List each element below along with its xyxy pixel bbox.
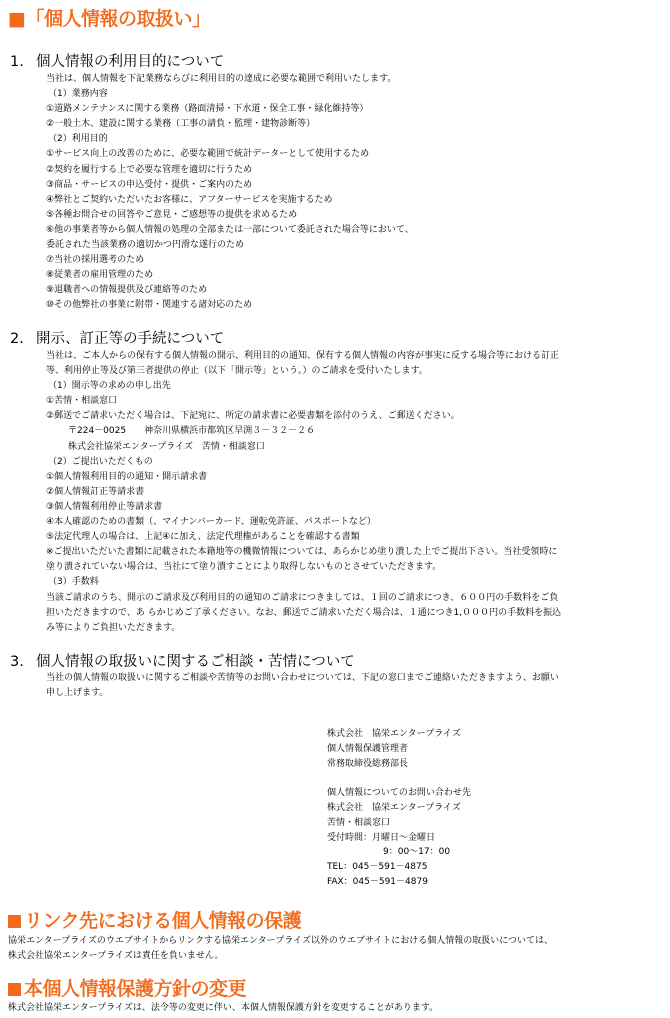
request-destination-item: ①苦情・相談窓口 bbox=[46, 396, 118, 407]
contact-manager-role: 常務取締役総務部長 bbox=[327, 758, 409, 769]
section1-body bbox=[46, 72, 661, 314]
fee-line: 当該ご請求のうち、開示のご請求及び利用目的の通知のご請求につきましては、１回のご請求につき、６００円の手数料をご負 bbox=[46, 592, 559, 603]
link-section-line: 協栄エンタープライズのウエブサイトからリンクする協栄エンタープライズ以外のウエブサイトにおける個人情報の取扱いについては、 bbox=[8, 936, 554, 946]
business-item: ②一般土木、建設に関する業務（工事の請負・監理・建物診断等） bbox=[46, 119, 316, 130]
contact-desk: 苦情・相談窓口 bbox=[327, 817, 391, 828]
purpose-item: ⑨退職者への情報提供及び連絡等のため bbox=[46, 285, 208, 296]
link-section-body bbox=[8, 934, 663, 963]
section1-title bbox=[10, 50, 224, 71]
page-title: ■「個人情報の取扱い」 bbox=[8, 8, 211, 30]
change-section-line: 株式会社協栄エンタープライズは、法令等の変更に伴い、本個人情報保護方針を変更することがあります。 bbox=[8, 1003, 439, 1013]
section3-title bbox=[10, 650, 355, 671]
purpose-label: （2）利用目的 bbox=[48, 134, 108, 145]
change-section-body bbox=[8, 1001, 663, 1016]
section1-number: 1. bbox=[10, 54, 24, 70]
business-item: ①道路メンテナンスに関する業務（路面清掃・下水道・保全工事・緑化維持等） bbox=[46, 104, 369, 115]
section3-intro-line: 申し上げます。 bbox=[46, 688, 109, 699]
purpose-item: ⑧従業者の雇用管理のため bbox=[46, 270, 154, 281]
section2-intro-line: 当社は、ご本人からの保有する個人情報の開示、利用目的の通知、保有する個人情報の内容が事実に反する場合等における訂正 bbox=[46, 351, 560, 361]
purpose-item: ⑤各種お問合せの回答やご意見・ご感想等の提供を求めるため bbox=[46, 209, 298, 220]
postal-address: 〒224－0025 神奈川県横浜市都筑区早渕３－３２－２６ bbox=[68, 426, 316, 437]
contact-tel: TEL：045－591－4875 bbox=[327, 862, 428, 873]
purpose-item: ⑦当社の採用選考のため bbox=[46, 255, 145, 266]
fee-label: （3）手数料 bbox=[48, 577, 99, 588]
purpose-item: ②契約を履行する上で必要な管理を適切に行うため bbox=[46, 164, 253, 175]
purpose-item: ⑩その他弊社の事業に附帯・関連する諸対応のため bbox=[46, 300, 253, 311]
section2-intro-line: 等、利用停止等及び第三者提供の停止（以下「開示等」という。）のご請求を受付いたします。 bbox=[46, 366, 428, 377]
section2-title-text: 開示、訂正等の手続について bbox=[36, 331, 225, 347]
section3-body bbox=[46, 671, 661, 701]
link-section-line: 株式会社協栄エンタープライズは責任を負いません。 bbox=[8, 950, 224, 961]
contact-spacer bbox=[327, 771, 471, 786]
note-line: 塗り潰されていない場合は、当社にて塗り潰すことにより取得しないものとさせていただきます。 bbox=[46, 562, 442, 573]
section3-number: 3. bbox=[10, 654, 24, 670]
fee-line: み等によりご負担いただきます。 bbox=[46, 622, 181, 633]
business-label: （1）業務内容 bbox=[48, 89, 108, 100]
contact-hours: 9：00～17：00 bbox=[383, 847, 451, 858]
contact-block bbox=[327, 727, 471, 890]
section3-title-text: 個人情報の取扱いに関するご相談・苦情について bbox=[36, 654, 355, 670]
request-destination-item: ②郵送でご請求いただく場合は、下記宛に、所定の請求書に必要書類を添付のうえ、ご郵送ください。 bbox=[46, 411, 460, 422]
contact-fax: FAX：045－591－4879 bbox=[327, 876, 428, 887]
purpose-item: ④弊社とご契約いただいたお客様に、アフターサービスを実施するため bbox=[46, 194, 333, 205]
square-bullet-icon bbox=[8, 915, 21, 928]
purpose-item: 委託された当該業務の適切かつ円滑な遂行のため bbox=[46, 240, 245, 251]
contact-company: 株式会社 協栄エンタープライズ bbox=[327, 729, 461, 739]
contact-hours-label: 受付時間：月曜日～金曜日 bbox=[327, 832, 436, 843]
section1-title-text: 個人情報の利用目的について bbox=[36, 54, 225, 70]
documents-label: （2）ご提出いただくもの bbox=[48, 456, 153, 467]
note-line: ※ご提出いただいた書類に記載された本籍地等の機微情報については、あらかじめ塗り潰した上でご提出下さい。当社受領時に bbox=[46, 547, 558, 558]
postal-company: 株式会社協栄エンタープライズ 苦情・相談窓口 bbox=[68, 441, 265, 452]
contact-manager-title: 個人情報保護管理者 bbox=[327, 743, 409, 754]
request-destination-label: （1）開示等の求めの申し出先 bbox=[48, 381, 171, 392]
section2-number: 2. bbox=[10, 331, 24, 347]
section1-intro: 当社は、個人情報を下記業務ならびに利用目的の達成に必要な範囲で利用いたします。 bbox=[46, 74, 397, 84]
contact-inquiry-label: 個人情報についてのお問い合わせ先 bbox=[327, 788, 471, 799]
square-bullet-icon bbox=[8, 983, 21, 996]
document-item: ②個人情報訂正等請求書 bbox=[46, 486, 145, 497]
document-item: ③個人情報利用停止等請求書 bbox=[46, 501, 163, 512]
contact-company: 株式会社 協栄エンタープライズ bbox=[327, 802, 461, 813]
purpose-item: ⑥他の事業者等から個人情報の処理の全部または一部について委託された場合等において、 bbox=[46, 224, 414, 235]
document-item: ④本人確認のための書類（、マイナンバーカード、運転免許証、パスポートなど） bbox=[46, 517, 376, 528]
section2-title bbox=[10, 327, 224, 348]
purpose-item: ①サービス向上の改善のために、必要な範囲で統計データーとして使用するため bbox=[46, 149, 370, 160]
document-item: ⑤法定代理人の場合は、上記④に加え、法定代理権があることを確認する書類 bbox=[46, 532, 360, 543]
section2-body bbox=[46, 349, 661, 636]
link-section-heading: リンク先における個人情報の保護 bbox=[8, 906, 301, 933]
document-item: ①個人情報利用目的の通知・開示請求書 bbox=[46, 471, 208, 482]
section3-intro-line: 当社の個人情報の取扱いに関するご相談や苦情等のお問い合わせについては、下記の窓口までご連絡いただきますよう、お願い bbox=[46, 673, 559, 683]
purpose-item: ③商品・サービスの申込受付・提供・ご案内のため bbox=[46, 179, 253, 190]
change-section-heading: 本個人情報保護方針の変更 bbox=[8, 974, 246, 1001]
fee-line: 担いただきますので、あ らかじめご了承ください。なお、郵送でご請求いただく場合は、１通につき1,０００円の手数料を振込 bbox=[46, 607, 562, 618]
